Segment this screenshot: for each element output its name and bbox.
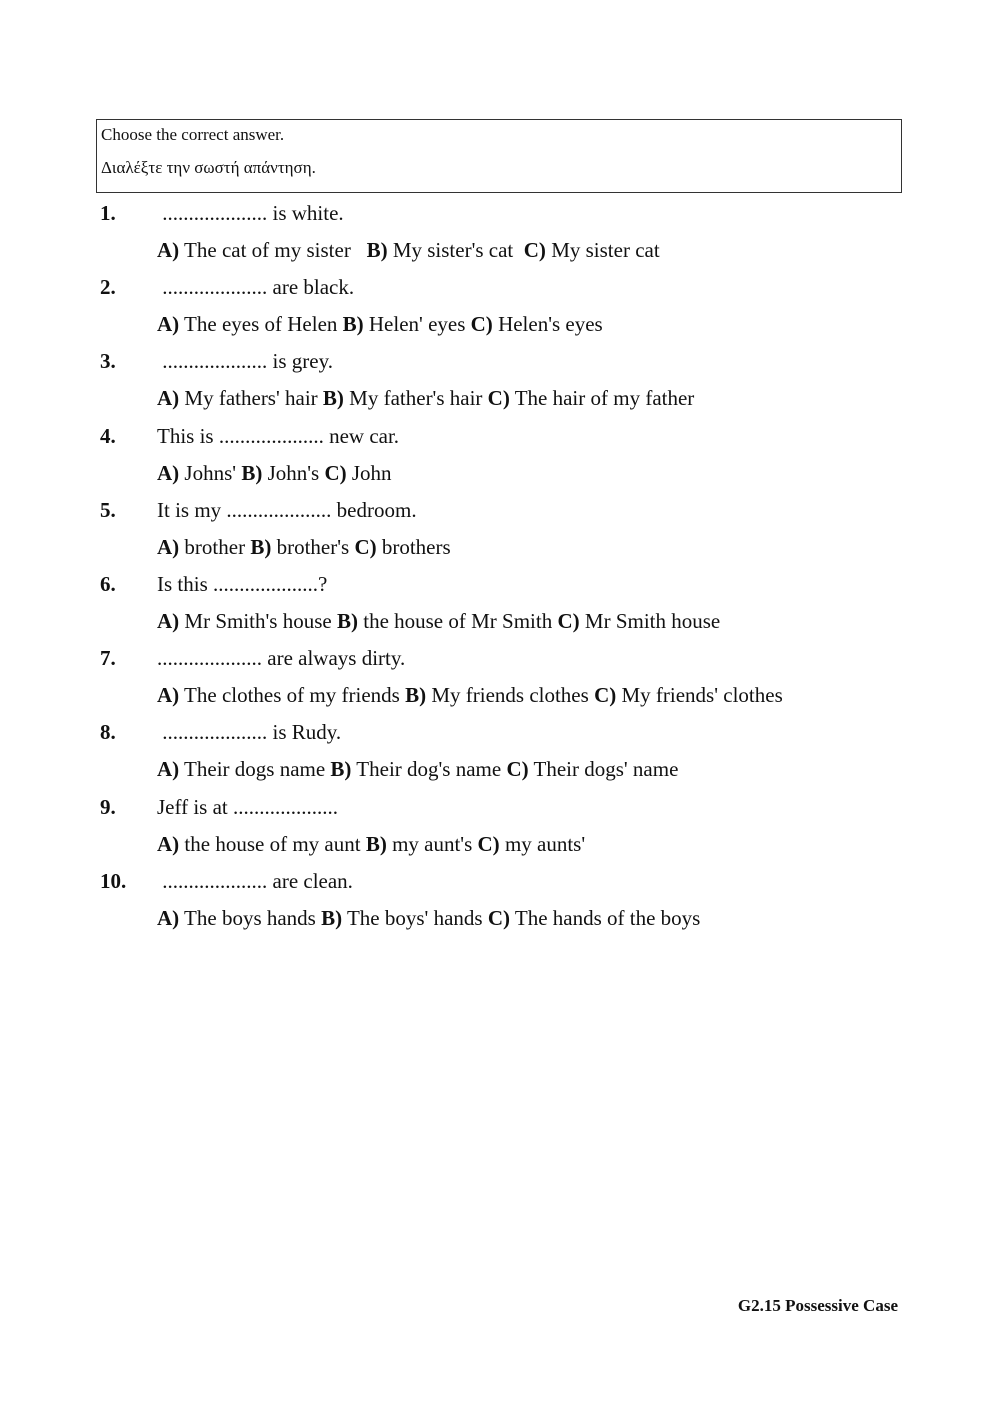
option-text: The boys' hands: [342, 905, 488, 930]
question-row: [0, 195, 1000, 232]
option-letter: C): [487, 386, 510, 411]
question-row: [0, 714, 1000, 751]
option-text: My father's hair: [343, 386, 488, 411]
options-row: [0, 900, 1000, 937]
answer-option[interactable]: [157, 386, 323, 410]
option-text: The hands of the boys: [510, 905, 701, 930]
question-row: [0, 269, 1000, 306]
question-number: 6.: [100, 571, 116, 596]
option-text: My sister cat: [545, 238, 660, 263]
option-text: the house of my aunt: [179, 831, 366, 856]
option-letter: C): [506, 757, 529, 782]
question-stem: It is my .................... bedroom.: [157, 497, 417, 522]
option-text: The hair of my father: [509, 386, 695, 411]
option-letter: A): [157, 386, 180, 411]
option-letter: A): [157, 238, 180, 263]
question-row: [0, 863, 1000, 900]
answer-option[interactable]: [506, 757, 678, 781]
answer-option[interactable]: [330, 757, 506, 781]
option-letter: C): [354, 534, 377, 559]
options-row: [0, 380, 1000, 417]
option-text: Their dogs name: [179, 757, 331, 782]
option-letter: A): [157, 757, 180, 782]
options-row: [0, 677, 1000, 714]
option-letter: B): [405, 683, 427, 708]
option-letter: B): [322, 386, 344, 411]
option-letter: A): [157, 609, 180, 634]
answer-option[interactable]: [241, 461, 324, 485]
option-letter: B): [365, 831, 387, 856]
option-letter: C): [523, 238, 546, 263]
answer-option[interactable]: [157, 609, 337, 633]
option-text: Their dog's name: [351, 757, 507, 782]
option-text: Johns': [179, 460, 242, 485]
option-text: Mr Smith's house: [179, 609, 337, 634]
option-letter: B): [321, 905, 343, 930]
option-letter: C): [477, 831, 500, 856]
options-row: [0, 603, 1000, 640]
option-letter: C): [324, 460, 347, 485]
option-text: my aunts': [499, 831, 586, 856]
question-number: 7.: [100, 646, 116, 671]
option-text: brothers: [376, 534, 451, 559]
question-row: [0, 566, 1000, 603]
answer-option[interactable]: [366, 832, 478, 856]
option-letter: C): [470, 312, 493, 337]
option-letter: B): [336, 609, 358, 634]
options-row: [0, 529, 1000, 566]
option-text: my aunt's: [386, 831, 478, 856]
question-number: 3.: [100, 349, 116, 374]
options-row: [0, 826, 1000, 863]
answer-option[interactable]: [524, 238, 660, 262]
answer-option[interactable]: [343, 312, 471, 336]
question-list: [0, 195, 1000, 937]
option-text: My friends' clothes: [616, 683, 783, 708]
instructions-english: Choose the correct answer.: [101, 125, 285, 144]
option-letter: A): [157, 460, 180, 485]
answer-option[interactable]: [557, 609, 720, 633]
option-letter: A): [157, 534, 180, 559]
question-stem: .................... is grey.: [157, 349, 333, 374]
option-letter: B): [241, 460, 263, 485]
question-number: 5.: [100, 497, 116, 522]
question-row: [0, 640, 1000, 677]
question-stem: Jeff is at ....................: [157, 794, 339, 819]
answer-option[interactable]: [323, 386, 488, 410]
question-number: 4.: [100, 423, 116, 448]
question-stem: .................... is white.: [157, 201, 344, 225]
option-text: Helen's eyes: [492, 312, 603, 337]
worksheet-code: G2.15 Possessive Case: [737, 1296, 898, 1315]
question-stem: .................... are clean.: [157, 868, 353, 893]
answer-option[interactable]: [157, 461, 241, 485]
question-row: [0, 492, 1000, 529]
answer-option[interactable]: [250, 535, 354, 559]
question-number: 10.: [100, 868, 127, 893]
answer-option[interactable]: [488, 386, 695, 410]
option-letter: B): [366, 238, 388, 263]
option-text: The clothes of my friends: [179, 683, 406, 708]
option-letter: B): [250, 534, 272, 559]
answer-option[interactable]: [367, 238, 524, 262]
option-letter: C): [487, 905, 510, 930]
question-row: [0, 789, 1000, 826]
option-letter: B): [342, 312, 364, 337]
answer-option[interactable]: [488, 906, 701, 930]
question-stem: .................... is Rudy.: [157, 720, 342, 745]
answer-option[interactable]: [354, 535, 450, 559]
option-letter: A): [157, 312, 180, 337]
answer-option[interactable]: [405, 683, 594, 707]
question-number: 9.: [100, 794, 116, 819]
question-row: [0, 343, 1000, 380]
answer-option[interactable]: [157, 757, 330, 781]
question-number: 8.: [100, 720, 116, 745]
question-stem: .................... are black.: [157, 275, 355, 300]
option-text: The boys hands: [179, 905, 322, 930]
answer-option[interactable]: [324, 461, 391, 485]
instructions-greek: Διαλέξτε την σωστή απάντηση.: [101, 158, 316, 177]
answer-option[interactable]: [594, 683, 783, 707]
option-letter: C): [557, 609, 580, 634]
answer-option[interactable]: [157, 312, 343, 336]
answer-option[interactable]: [337, 609, 558, 633]
option-text: John's: [262, 460, 325, 485]
answer-option[interactable]: [157, 832, 366, 856]
option-text: My friends clothes: [426, 683, 595, 708]
answer-option[interactable]: [157, 238, 367, 262]
option-letter: C): [594, 683, 617, 708]
option-text: John: [346, 460, 392, 485]
option-letter: A): [157, 905, 180, 930]
option-text: Mr Smith house: [579, 609, 721, 634]
option-text: The cat of my sister: [179, 238, 367, 263]
option-text: Helen' eyes: [363, 312, 471, 337]
option-text: brother: [179, 534, 251, 559]
option-text: My fathers' hair: [179, 386, 323, 411]
option-text: the house of Mr Smith: [357, 609, 558, 634]
option-text: brother's: [271, 534, 355, 559]
options-row: [0, 232, 1000, 269]
answer-option[interactable]: [478, 832, 586, 856]
options-row: [0, 751, 1000, 788]
options-row: [0, 306, 1000, 343]
option-letter: A): [157, 831, 180, 856]
question-stem: .................... are always dirty.: [157, 646, 406, 671]
question-stem: This is .................... new car.: [157, 423, 400, 448]
answer-option[interactable]: [321, 906, 488, 930]
question-number: 2.: [100, 275, 116, 300]
question-row: [0, 418, 1000, 455]
answer-option[interactable]: [157, 535, 250, 559]
option-text: The eyes of Helen: [179, 312, 343, 337]
option-text: Their dogs' name: [528, 757, 679, 782]
option-text: My sister's cat: [387, 238, 524, 263]
answer-option[interactable]: [471, 312, 603, 336]
question-number: 1.: [100, 201, 116, 225]
answer-option[interactable]: [157, 906, 321, 930]
answer-option[interactable]: [157, 683, 405, 707]
option-letter: A): [157, 683, 180, 708]
options-row: [0, 455, 1000, 492]
question-stem: Is this ....................?: [157, 571, 328, 596]
option-letter: B): [330, 757, 352, 782]
instructions-box: [96, 119, 902, 193]
